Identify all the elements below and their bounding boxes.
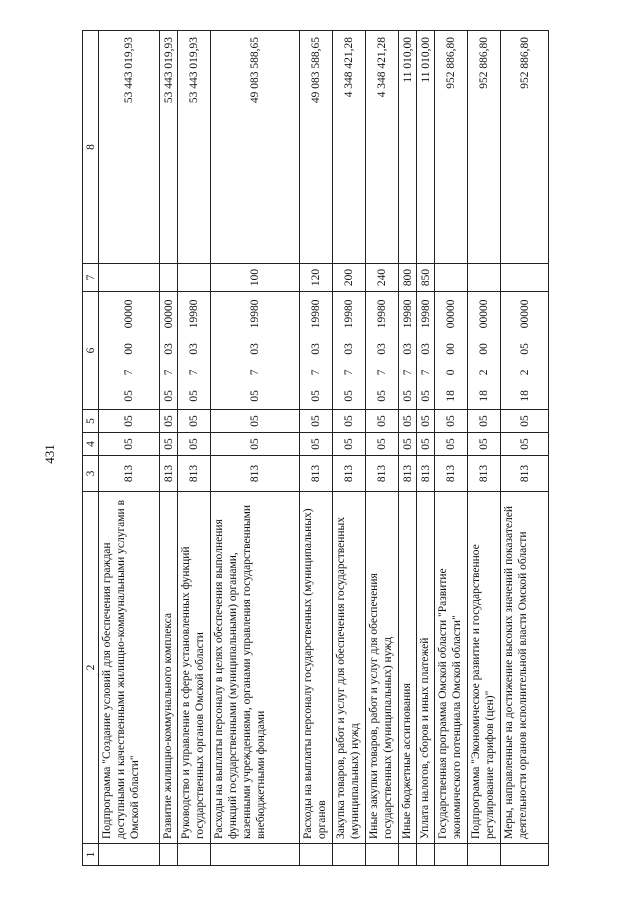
amount-cell: 53 443 019,93 (160, 31, 178, 264)
table-row (417, 31, 435, 866)
target-article-part: 7 (376, 369, 388, 376)
target-article-part: 19980 (401, 299, 414, 329)
code-cell-4: 05 (333, 433, 366, 456)
expense-type-cell (178, 264, 211, 292)
expense-type-cell: 800 (399, 264, 417, 292)
expense-type-cell: 200 (333, 264, 366, 292)
row-number-cell (300, 844, 333, 866)
target-article-part: 18 (518, 390, 531, 402)
target-article-part: 19980 (343, 299, 355, 329)
code-cell-5: 05 (333, 410, 366, 433)
row-number-cell (435, 844, 468, 866)
row-number-cell (99, 844, 160, 866)
expense-type-cell (435, 264, 468, 292)
target-article-part: 05 (188, 390, 200, 402)
code-cell-5: 05 (99, 410, 160, 433)
target-article-part: 2 (518, 369, 531, 376)
row-name-cell: Расходы на выплаты персоналу государственных (муниципальных) органов (300, 492, 333, 844)
target-article-part: 05 (518, 343, 531, 355)
target-article-part: 00 (478, 343, 490, 355)
code-cell-3: 813 (211, 456, 300, 492)
target-article-part: 03 (401, 343, 414, 355)
target-article-part: 00000 (162, 299, 175, 329)
table-row (178, 31, 211, 866)
target-article-cell (211, 292, 300, 410)
page-number: 431 (42, 444, 57, 464)
code-cell-4: 05 (211, 433, 300, 456)
target-article-cell (435, 292, 468, 410)
table-row (366, 31, 399, 866)
target-article-cell (417, 292, 435, 410)
target-article-part: 19980 (188, 299, 200, 329)
amount-cell: 952 886,80 (468, 31, 501, 264)
target-article-part: 7 (249, 369, 261, 376)
target-article-cell (333, 292, 366, 410)
code-cell-3: 813 (178, 456, 211, 492)
target-article-part: 7 (162, 369, 175, 376)
row-number-cell (160, 844, 178, 866)
table-row (435, 31, 468, 866)
row-name-cell: Иные бюджетные ассигнования (399, 492, 417, 844)
code-cell-4: 05 (417, 433, 435, 456)
header-cell: 4 (83, 433, 99, 456)
target-article-cell (99, 292, 160, 410)
row-number-cell (501, 844, 549, 866)
row-number-cell (399, 844, 417, 866)
table-row (160, 31, 178, 866)
target-article-cell (160, 292, 178, 410)
amount-cell: 53 443 019,93 (99, 31, 160, 264)
target-article-part: 05 (249, 390, 261, 402)
amount-cell: 49 083 588,65 (300, 31, 333, 264)
expense-type-cell: 850 (417, 264, 435, 292)
row-number-cell (417, 844, 435, 866)
row-name-cell: Подпрограмма "Экономическое развитие и государственное регулирование тарифов (цен)" (468, 492, 501, 844)
target-article-part: 03 (343, 343, 355, 355)
target-article-part: 05 (123, 390, 135, 402)
amount-cell: 53 443 019,93 (178, 31, 211, 264)
table-row (468, 31, 501, 866)
code-cell-5: 05 (178, 410, 211, 433)
target-article-part: 7 (343, 369, 355, 376)
code-cell-3: 813 (160, 456, 178, 492)
target-article-part: 0 (445, 369, 457, 376)
target-article-part: 05 (419, 390, 432, 402)
amount-cell: 952 886,80 (501, 31, 549, 264)
code-cell-3: 813 (333, 456, 366, 492)
table-row (333, 31, 366, 866)
code-cell-5: 05 (399, 410, 417, 433)
code-cell-5: 05 (417, 410, 435, 433)
row-name-cell: Иные закупки товаров, работ и услуг для обеспечения государственных (муниципальных) нужд (366, 492, 399, 844)
target-article-part: 05 (401, 390, 414, 402)
header-cell: 1 (83, 844, 99, 866)
expense-type-cell (501, 264, 549, 292)
row-name-cell: Развитие жилищно-коммунального комплекса (160, 492, 178, 844)
code-cell-5: 05 (435, 410, 468, 433)
code-cell-5: 05 (160, 410, 178, 433)
amount-cell: 4 348 421,28 (366, 31, 399, 264)
row-number-cell (178, 844, 211, 866)
target-article-part: 03 (249, 343, 261, 355)
amount-cell: 49 083 588,65 (211, 31, 300, 264)
target-article-part: 00000 (123, 299, 135, 329)
target-article-part: 19980 (376, 299, 388, 329)
expense-type-cell (160, 264, 178, 292)
target-article-part: 00000 (445, 299, 457, 329)
code-cell-5: 05 (300, 410, 333, 433)
code-cell-4: 05 (178, 433, 211, 456)
code-cell-4: 05 (399, 433, 417, 456)
row-number-cell (333, 844, 366, 866)
code-cell-5: 05 (468, 410, 501, 433)
code-cell-3: 813 (366, 456, 399, 492)
table-row (300, 31, 333, 866)
target-article-part: 00 (123, 343, 135, 355)
header-cell: 6 (83, 292, 99, 410)
amount-cell: 4 348 421,28 (333, 31, 366, 264)
amount-cell: 11 010,00 (399, 31, 417, 264)
target-article-part: 00000 (518, 299, 531, 329)
code-cell-3: 813 (300, 456, 333, 492)
target-article-part: 7 (123, 369, 135, 376)
row-name-cell: Уплата налогов, сборов и иных платежей (417, 492, 435, 844)
code-cell-4: 05 (300, 433, 333, 456)
code-cell-3: 813 (468, 456, 501, 492)
target-article-part: 7 (401, 369, 414, 376)
target-article-part: 00 (445, 343, 457, 355)
table-row (399, 31, 417, 866)
table-row (211, 31, 300, 866)
code-cell-4: 05 (160, 433, 178, 456)
row-name-cell: Государственная программа Омской области "Развитие экономического потенциала Омской области" (435, 492, 468, 844)
row-name-cell: Расходы на выплаты персоналу в целях обеспечения выполнения функций государственными (муниципальными) органами, казенными учреждениями, органами управления государственными внебюджетными фондами (211, 492, 300, 844)
target-article-part: 19980 (310, 299, 322, 329)
amount-cell: 11 010,00 (417, 31, 435, 264)
rotated-table-container (82, 31, 592, 866)
row-number-cell (366, 844, 399, 866)
row-name-cell: Меры, направленные на достижение высоких значений показателей деятельности органов исполнительной власти Омской области (501, 492, 549, 844)
row-number-cell (468, 844, 501, 866)
code-cell-4: 05 (501, 433, 549, 456)
target-article-part: 05 (376, 390, 388, 402)
target-article-cell (501, 292, 549, 410)
code-cell-4: 05 (366, 433, 399, 456)
target-article-cell (399, 292, 417, 410)
target-article-part: 19980 (249, 299, 261, 329)
code-cell-4: 05 (468, 433, 501, 456)
code-cell-4: 05 (99, 433, 160, 456)
target-article-part: 03 (310, 343, 322, 355)
target-article-cell (366, 292, 399, 410)
code-cell-3: 813 (435, 456, 468, 492)
table-row (501, 31, 549, 866)
target-article-part: 18 (445, 390, 457, 402)
target-article-part: 18 (478, 390, 490, 402)
target-article-part: 05 (310, 390, 322, 402)
code-cell-3: 813 (399, 456, 417, 492)
target-article-part: 00000 (478, 299, 490, 329)
header-cell: 8 (83, 31, 99, 264)
code-cell-5: 05 (501, 410, 549, 433)
header-cell: 2 (83, 492, 99, 844)
target-article-part: 03 (419, 343, 432, 355)
code-cell-5: 05 (211, 410, 300, 433)
table-row (99, 31, 160, 866)
row-name-cell: Закупка товаров, работ и услуг для обеспечения государственных (муниципальных) нужд (333, 492, 366, 844)
target-article-cell (178, 292, 211, 410)
target-article-part: 03 (162, 343, 175, 355)
target-article-part: 7 (188, 369, 200, 376)
row-name-cell: Подпрограмма "Создание условий для обеспечения граждан доступными и качественными жилищно-коммунальными услугами в Омской области" (99, 492, 160, 844)
target-article-cell (468, 292, 501, 410)
expense-type-cell (99, 264, 160, 292)
expense-type-cell (468, 264, 501, 292)
target-article-part: 03 (376, 343, 388, 355)
target-article-part: 05 (162, 390, 175, 402)
budget-table (82, 30, 549, 866)
header-cell: 5 (83, 410, 99, 433)
header-row (83, 31, 99, 866)
target-article-part: 7 (419, 369, 432, 376)
expense-type-cell: 100 (211, 264, 300, 292)
target-article-part: 19980 (419, 299, 432, 329)
expense-type-cell: 240 (366, 264, 399, 292)
target-article-part: 03 (188, 343, 200, 355)
code-cell-3: 813 (501, 456, 549, 492)
header-cell: 7 (83, 264, 99, 292)
row-number-cell (211, 844, 300, 866)
code-cell-4: 05 (435, 433, 468, 456)
target-article-part: 05 (343, 390, 355, 402)
target-article-part: 2 (478, 369, 490, 376)
code-cell-5: 05 (366, 410, 399, 433)
expense-type-cell: 120 (300, 264, 333, 292)
code-cell-3: 813 (99, 456, 160, 492)
target-article-part: 7 (310, 369, 322, 376)
row-name-cell: Руководство и управление в сфере установленных функций государственных органов Омской области (178, 492, 211, 844)
code-cell-3: 813 (417, 456, 435, 492)
header-cell: 3 (83, 456, 99, 492)
amount-cell: 952 886,80 (435, 31, 468, 264)
target-article-cell (300, 292, 333, 410)
